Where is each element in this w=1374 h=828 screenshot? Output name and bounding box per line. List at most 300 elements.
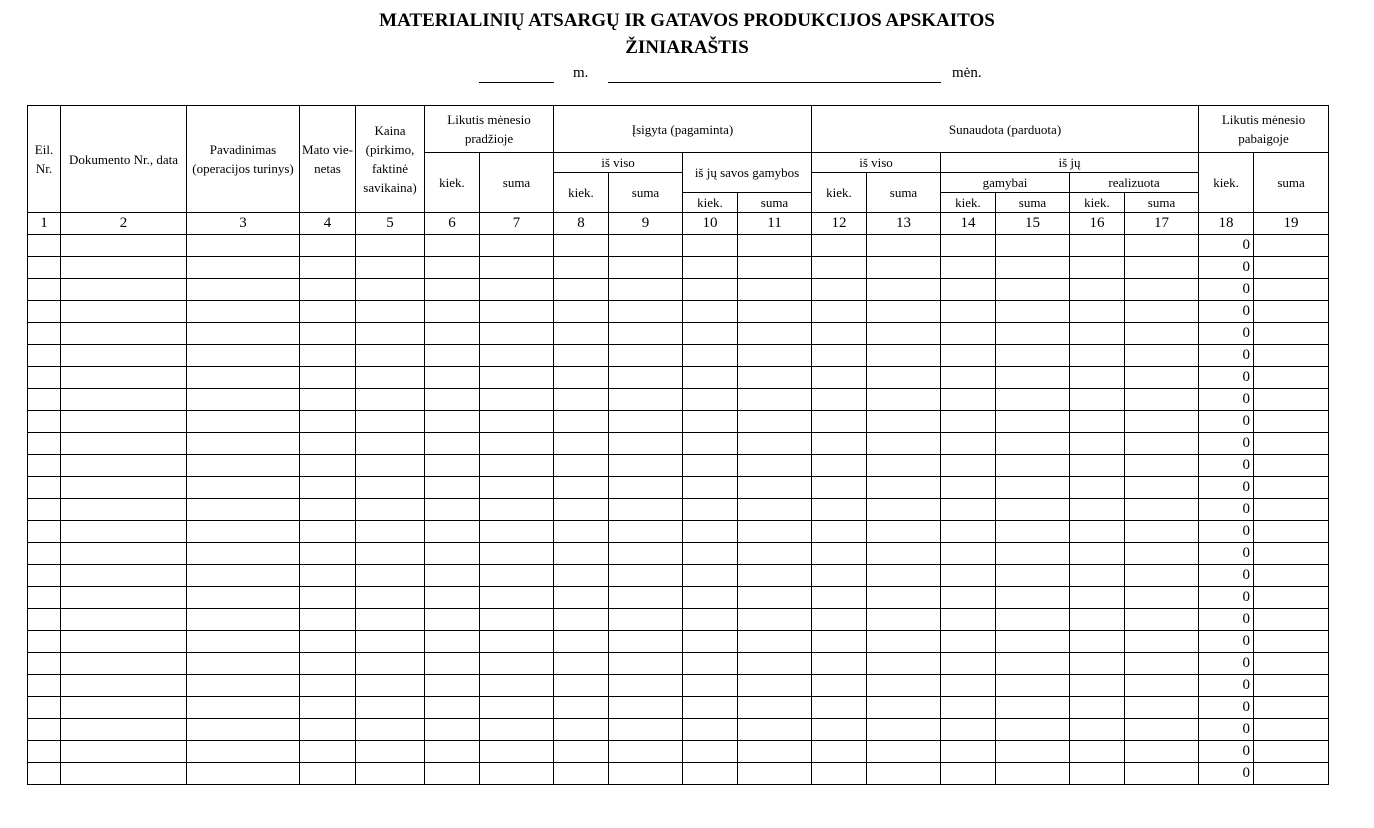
table-cell[interactable] [28, 631, 61, 653]
table-cell[interactable] [812, 411, 867, 433]
table-cell[interactable] [300, 609, 356, 631]
table-cell[interactable] [1070, 631, 1125, 653]
table-cell[interactable] [300, 543, 356, 565]
table-cell[interactable] [61, 323, 187, 345]
table-cell[interactable] [683, 477, 738, 499]
table-cell[interactable] [1125, 235, 1199, 257]
table-cell[interactable] [1070, 323, 1125, 345]
table-cell[interactable] [812, 477, 867, 499]
table-cell[interactable] [300, 367, 356, 389]
table-cell[interactable] [996, 763, 1070, 785]
table-cell[interactable] [867, 565, 941, 587]
table-cell[interactable] [683, 763, 738, 785]
table-cell[interactable] [480, 389, 554, 411]
table-cell[interactable] [425, 411, 480, 433]
table-cell[interactable] [356, 279, 425, 301]
table-cell[interactable] [300, 631, 356, 653]
table-cell[interactable] [1125, 521, 1199, 543]
table-cell[interactable] [683, 367, 738, 389]
table-cell[interactable] [941, 279, 996, 301]
table-cell[interactable] [1125, 675, 1199, 697]
table-cell[interactable] [425, 301, 480, 323]
table-cell[interactable] [61, 587, 187, 609]
table-cell[interactable] [187, 499, 300, 521]
table-cell[interactable] [996, 323, 1070, 345]
likutis-pabaigoje-kiek-cell[interactable]: 0 [1199, 499, 1254, 521]
table-cell[interactable] [28, 587, 61, 609]
table-cell[interactable] [996, 609, 1070, 631]
table-cell[interactable] [609, 719, 683, 741]
table-cell[interactable] [300, 257, 356, 279]
table-cell[interactable] [480, 411, 554, 433]
table-cell[interactable] [683, 235, 738, 257]
table-cell[interactable] [996, 389, 1070, 411]
table-cell[interactable] [356, 389, 425, 411]
likutis-pabaigoje-kiek-cell[interactable]: 0 [1199, 455, 1254, 477]
table-cell[interactable] [1070, 477, 1125, 499]
likutis-pabaigoje-kiek-cell[interactable]: 0 [1199, 697, 1254, 719]
likutis-pabaigoje-kiek-cell[interactable]: 0 [1199, 367, 1254, 389]
table-cell[interactable] [1070, 521, 1125, 543]
table-cell[interactable] [554, 521, 609, 543]
table-cell[interactable] [300, 763, 356, 785]
table-cell[interactable] [300, 499, 356, 521]
table-cell[interactable] [28, 521, 61, 543]
table-cell[interactable] [554, 609, 609, 631]
table-cell[interactable] [28, 675, 61, 697]
table-cell[interactable] [61, 565, 187, 587]
table-cell[interactable] [867, 499, 941, 521]
table-cell[interactable] [356, 653, 425, 675]
table-cell[interactable] [300, 719, 356, 741]
table-cell[interactable] [867, 587, 941, 609]
table-cell[interactable] [1070, 433, 1125, 455]
likutis-pabaigoje-kiek-cell[interactable]: 0 [1199, 631, 1254, 653]
table-cell[interactable] [425, 499, 480, 521]
table-cell[interactable] [554, 697, 609, 719]
table-cell[interactable] [996, 279, 1070, 301]
table-cell[interactable] [996, 543, 1070, 565]
table-cell[interactable] [609, 477, 683, 499]
table-cell[interactable] [812, 301, 867, 323]
table-cell[interactable] [683, 587, 738, 609]
table-cell[interactable] [61, 499, 187, 521]
table-cell[interactable] [425, 389, 480, 411]
likutis-pabaigoje-kiek-cell[interactable]: 0 [1199, 389, 1254, 411]
likutis-pabaigoje-kiek-cell[interactable]: 0 [1199, 675, 1254, 697]
table-cell[interactable] [738, 367, 812, 389]
table-cell[interactable] [1125, 433, 1199, 455]
table-cell[interactable] [1254, 653, 1329, 675]
table-cell[interactable] [480, 477, 554, 499]
table-cell[interactable] [28, 301, 61, 323]
table-cell[interactable] [683, 631, 738, 653]
likutis-pabaigoje-kiek-cell[interactable]: 0 [1199, 609, 1254, 631]
table-cell[interactable] [1254, 477, 1329, 499]
table-cell[interactable] [812, 455, 867, 477]
table-cell[interactable] [1254, 543, 1329, 565]
table-cell[interactable] [867, 741, 941, 763]
table-cell[interactable] [996, 345, 1070, 367]
table-cell[interactable] [812, 587, 867, 609]
table-cell[interactable] [187, 565, 300, 587]
table-cell[interactable] [425, 235, 480, 257]
table-cell[interactable] [300, 345, 356, 367]
table-cell[interactable] [187, 719, 300, 741]
table-cell[interactable] [554, 433, 609, 455]
table-cell[interactable] [996, 675, 1070, 697]
table-cell[interactable] [356, 631, 425, 653]
table-cell[interactable] [554, 389, 609, 411]
table-cell[interactable] [996, 521, 1070, 543]
table-cell[interactable] [554, 653, 609, 675]
table-cell[interactable] [1070, 257, 1125, 279]
table-cell[interactable] [996, 433, 1070, 455]
table-cell[interactable] [1125, 719, 1199, 741]
table-cell[interactable] [187, 587, 300, 609]
table-cell[interactable] [941, 323, 996, 345]
table-cell[interactable] [480, 345, 554, 367]
table-cell[interactable] [61, 609, 187, 631]
table-cell[interactable] [683, 433, 738, 455]
table-cell[interactable] [61, 631, 187, 653]
table-cell[interactable] [1070, 345, 1125, 367]
table-cell[interactable] [941, 565, 996, 587]
table-cell[interactable] [28, 609, 61, 631]
table-cell[interactable] [1070, 763, 1125, 785]
table-cell[interactable] [812, 389, 867, 411]
table-cell[interactable] [554, 763, 609, 785]
table-cell[interactable] [738, 257, 812, 279]
table-cell[interactable] [300, 411, 356, 433]
table-cell[interactable] [1254, 697, 1329, 719]
table-cell[interactable] [683, 697, 738, 719]
table-cell[interactable] [61, 719, 187, 741]
table-cell[interactable] [1125, 455, 1199, 477]
table-cell[interactable] [867, 521, 941, 543]
table-cell[interactable] [480, 653, 554, 675]
table-cell[interactable] [425, 543, 480, 565]
table-cell[interactable] [683, 323, 738, 345]
table-cell[interactable] [867, 697, 941, 719]
table-cell[interactable] [1125, 411, 1199, 433]
table-cell[interactable] [356, 521, 425, 543]
table-cell[interactable] [812, 543, 867, 565]
table-cell[interactable] [738, 543, 812, 565]
table-cell[interactable] [554, 477, 609, 499]
table-cell[interactable] [1254, 587, 1329, 609]
table-cell[interactable] [356, 609, 425, 631]
table-cell[interactable] [996, 301, 1070, 323]
table-cell[interactable] [941, 345, 996, 367]
table-cell[interactable] [609, 345, 683, 367]
table-cell[interactable] [941, 719, 996, 741]
table-cell[interactable] [1070, 499, 1125, 521]
table-cell[interactable] [1254, 301, 1329, 323]
table-cell[interactable] [356, 257, 425, 279]
table-cell[interactable] [1254, 345, 1329, 367]
table-cell[interactable] [356, 675, 425, 697]
table-cell[interactable] [738, 279, 812, 301]
table-cell[interactable] [609, 609, 683, 631]
table-cell[interactable] [61, 543, 187, 565]
table-cell[interactable] [996, 411, 1070, 433]
table-cell[interactable] [1254, 609, 1329, 631]
table-cell[interactable] [609, 257, 683, 279]
table-cell[interactable] [609, 235, 683, 257]
table-cell[interactable] [480, 565, 554, 587]
table-cell[interactable] [300, 455, 356, 477]
table-cell[interactable] [738, 521, 812, 543]
table-cell[interactable] [609, 631, 683, 653]
table-cell[interactable] [867, 477, 941, 499]
table-cell[interactable] [996, 565, 1070, 587]
table-cell[interactable] [356, 499, 425, 521]
table-cell[interactable] [1070, 543, 1125, 565]
table-cell[interactable] [941, 477, 996, 499]
table-cell[interactable] [812, 345, 867, 367]
table-cell[interactable] [28, 411, 61, 433]
table-cell[interactable] [480, 587, 554, 609]
table-cell[interactable] [683, 499, 738, 521]
table-cell[interactable] [300, 477, 356, 499]
table-cell[interactable] [867, 367, 941, 389]
table-cell[interactable] [609, 697, 683, 719]
table-cell[interactable] [812, 279, 867, 301]
table-cell[interactable] [683, 653, 738, 675]
table-cell[interactable] [996, 697, 1070, 719]
table-cell[interactable] [61, 477, 187, 499]
table-cell[interactable] [480, 609, 554, 631]
table-cell[interactable] [1125, 301, 1199, 323]
table-cell[interactable] [738, 455, 812, 477]
table-cell[interactable] [1254, 631, 1329, 653]
table-cell[interactable] [867, 411, 941, 433]
table-cell[interactable] [425, 367, 480, 389]
table-cell[interactable] [609, 279, 683, 301]
table-cell[interactable] [554, 543, 609, 565]
table-cell[interactable] [480, 763, 554, 785]
table-cell[interactable] [867, 631, 941, 653]
table-cell[interactable] [187, 609, 300, 631]
table-cell[interactable] [300, 323, 356, 345]
table-cell[interactable] [1254, 565, 1329, 587]
table-cell[interactable] [480, 433, 554, 455]
table-cell[interactable] [356, 301, 425, 323]
likutis-pabaigoje-kiek-cell[interactable]: 0 [1199, 719, 1254, 741]
table-cell[interactable] [1125, 279, 1199, 301]
table-cell[interactable] [1125, 609, 1199, 631]
table-cell[interactable] [812, 653, 867, 675]
likutis-pabaigoje-kiek-cell[interactable]: 0 [1199, 279, 1254, 301]
table-cell[interactable] [1070, 697, 1125, 719]
table-cell[interactable] [1070, 367, 1125, 389]
table-cell[interactable] [554, 411, 609, 433]
table-cell[interactable] [425, 565, 480, 587]
likutis-pabaigoje-kiek-cell[interactable]: 0 [1199, 345, 1254, 367]
table-cell[interactable] [554, 279, 609, 301]
table-cell[interactable] [28, 455, 61, 477]
table-cell[interactable] [480, 301, 554, 323]
table-cell[interactable] [609, 653, 683, 675]
table-cell[interactable] [61, 455, 187, 477]
table-cell[interactable] [425, 763, 480, 785]
table-cell[interactable] [300, 675, 356, 697]
table-cell[interactable] [480, 543, 554, 565]
table-cell[interactable] [28, 389, 61, 411]
table-cell[interactable] [738, 697, 812, 719]
table-cell[interactable] [738, 301, 812, 323]
table-cell[interactable] [683, 675, 738, 697]
table-cell[interactable] [941, 543, 996, 565]
table-cell[interactable] [1125, 543, 1199, 565]
table-cell[interactable] [356, 455, 425, 477]
table-cell[interactable] [1070, 719, 1125, 741]
table-cell[interactable] [554, 257, 609, 279]
table-cell[interactable] [738, 565, 812, 587]
table-cell[interactable] [61, 301, 187, 323]
table-cell[interactable] [61, 433, 187, 455]
table-cell[interactable] [996, 477, 1070, 499]
table-cell[interactable] [1125, 565, 1199, 587]
table-cell[interactable] [187, 389, 300, 411]
table-cell[interactable] [1254, 455, 1329, 477]
table-cell[interactable] [480, 631, 554, 653]
table-cell[interactable] [425, 433, 480, 455]
table-cell[interactable] [187, 433, 300, 455]
table-cell[interactable] [1070, 301, 1125, 323]
table-cell[interactable] [480, 499, 554, 521]
table-cell[interactable] [1070, 235, 1125, 257]
table-cell[interactable] [1254, 741, 1329, 763]
table-cell[interactable] [425, 631, 480, 653]
table-cell[interactable] [738, 235, 812, 257]
table-cell[interactable] [1254, 719, 1329, 741]
table-cell[interactable] [1070, 741, 1125, 763]
table-cell[interactable] [61, 411, 187, 433]
table-cell[interactable] [1125, 653, 1199, 675]
table-cell[interactable] [609, 301, 683, 323]
table-cell[interactable] [941, 741, 996, 763]
table-cell[interactable] [61, 367, 187, 389]
table-cell[interactable] [28, 345, 61, 367]
table-cell[interactable] [187, 301, 300, 323]
table-cell[interactable] [1125, 367, 1199, 389]
table-cell[interactable] [480, 455, 554, 477]
likutis-pabaigoje-kiek-cell[interactable]: 0 [1199, 257, 1254, 279]
table-cell[interactable] [1070, 653, 1125, 675]
table-cell[interactable] [609, 433, 683, 455]
table-cell[interactable] [683, 521, 738, 543]
table-cell[interactable] [61, 389, 187, 411]
table-cell[interactable] [554, 565, 609, 587]
table-cell[interactable] [1125, 389, 1199, 411]
table-cell[interactable] [738, 741, 812, 763]
table-cell[interactable] [554, 719, 609, 741]
table-cell[interactable] [1125, 257, 1199, 279]
table-cell[interactable] [941, 675, 996, 697]
table-cell[interactable] [187, 477, 300, 499]
table-cell[interactable] [187, 345, 300, 367]
table-cell[interactable] [1254, 235, 1329, 257]
table-cell[interactable] [425, 719, 480, 741]
table-cell[interactable] [480, 279, 554, 301]
table-cell[interactable] [300, 741, 356, 763]
table-cell[interactable] [480, 367, 554, 389]
table-cell[interactable] [941, 389, 996, 411]
table-cell[interactable] [996, 367, 1070, 389]
table-cell[interactable] [683, 609, 738, 631]
table-cell[interactable] [554, 235, 609, 257]
table-cell[interactable] [1070, 675, 1125, 697]
likutis-pabaigoje-kiek-cell[interactable]: 0 [1199, 411, 1254, 433]
table-cell[interactable] [425, 609, 480, 631]
table-cell[interactable] [480, 741, 554, 763]
table-cell[interactable] [812, 565, 867, 587]
table-cell[interactable] [61, 279, 187, 301]
table-cell[interactable] [28, 279, 61, 301]
table-cell[interactable] [738, 389, 812, 411]
table-cell[interactable] [187, 235, 300, 257]
table-cell[interactable] [996, 653, 1070, 675]
table-cell[interactable] [609, 763, 683, 785]
table-cell[interactable] [738, 345, 812, 367]
table-cell[interactable] [554, 499, 609, 521]
table-cell[interactable] [609, 455, 683, 477]
table-cell[interactable] [187, 741, 300, 763]
table-cell[interactable] [356, 565, 425, 587]
table-cell[interactable] [941, 763, 996, 785]
table-cell[interactable] [812, 609, 867, 631]
table-cell[interactable] [356, 543, 425, 565]
table-cell[interactable] [61, 345, 187, 367]
table-cell[interactable] [996, 587, 1070, 609]
table-cell[interactable] [356, 697, 425, 719]
table-cell[interactable] [480, 257, 554, 279]
table-cell[interactable] [1070, 609, 1125, 631]
table-cell[interactable] [300, 587, 356, 609]
table-cell[interactable] [480, 675, 554, 697]
table-cell[interactable] [812, 741, 867, 763]
table-cell[interactable] [425, 455, 480, 477]
table-cell[interactable] [867, 719, 941, 741]
table-cell[interactable] [812, 763, 867, 785]
table-cell[interactable] [554, 367, 609, 389]
table-cell[interactable] [609, 499, 683, 521]
table-cell[interactable] [187, 323, 300, 345]
table-cell[interactable] [28, 235, 61, 257]
table-cell[interactable] [609, 411, 683, 433]
table-cell[interactable] [28, 433, 61, 455]
table-cell[interactable] [1254, 411, 1329, 433]
table-cell[interactable] [1070, 389, 1125, 411]
table-cell[interactable] [867, 323, 941, 345]
table-cell[interactable] [1125, 477, 1199, 499]
table-cell[interactable] [28, 477, 61, 499]
table-cell[interactable] [300, 565, 356, 587]
table-cell[interactable] [609, 543, 683, 565]
table-cell[interactable] [941, 455, 996, 477]
table-cell[interactable] [356, 433, 425, 455]
likutis-pabaigoje-kiek-cell[interactable]: 0 [1199, 521, 1254, 543]
table-cell[interactable] [28, 719, 61, 741]
likutis-pabaigoje-kiek-cell[interactable]: 0 [1199, 763, 1254, 785]
table-cell[interactable] [28, 499, 61, 521]
table-cell[interactable] [61, 763, 187, 785]
table-cell[interactable] [425, 279, 480, 301]
table-cell[interactable] [1254, 521, 1329, 543]
table-cell[interactable] [683, 543, 738, 565]
